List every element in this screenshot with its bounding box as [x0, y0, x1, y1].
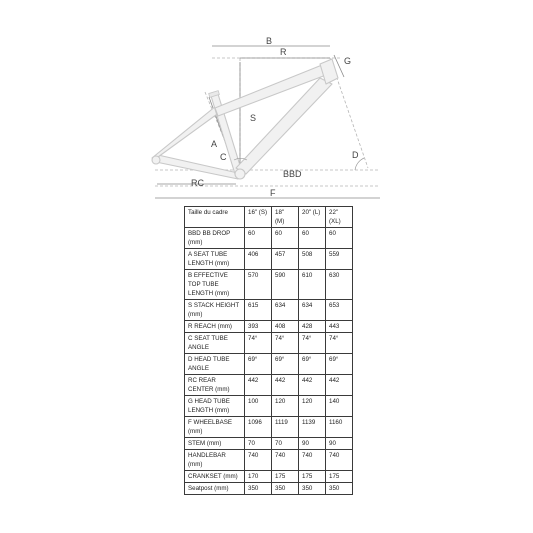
cell-value: 740 — [245, 450, 272, 471]
label-f: F — [270, 188, 276, 198]
cell-value: 120 — [272, 396, 299, 417]
table-header-row — [185, 207, 353, 228]
cell-value: 630 — [326, 270, 353, 300]
cell-value: 1160 — [326, 417, 353, 438]
table-row — [185, 417, 353, 438]
table-row — [185, 438, 353, 450]
cell-value: 70 — [272, 438, 299, 450]
table-row — [185, 228, 353, 249]
cell-value: 350 — [245, 483, 272, 495]
cell-value: 442 — [245, 375, 272, 396]
table-row — [185, 471, 353, 483]
cell-value: 610 — [299, 270, 326, 300]
row-label: CRANKSET (mm) — [185, 471, 245, 483]
cell-value: 120 — [299, 396, 326, 417]
cell-value: 406 — [245, 249, 272, 270]
cell-value: 393 — [245, 321, 272, 333]
table-row — [185, 450, 353, 471]
cell-value: 457 — [272, 249, 299, 270]
row-label: HANDLEBAR (mm) — [185, 450, 245, 471]
header-frame-size: Taille du cadre — [185, 207, 245, 228]
row-label: STEM (mm) — [185, 438, 245, 450]
down-tube — [236, 78, 332, 174]
cell-value: 508 — [299, 249, 326, 270]
label-r: R — [280, 47, 287, 57]
row-label: A SEAT TUBE LENGTH (mm) — [185, 249, 245, 270]
row-label: D HEAD TUBE ANGLE — [185, 354, 245, 375]
cell-value: 559 — [326, 249, 353, 270]
table-row — [185, 396, 353, 417]
header-size-m: 18" (M) — [272, 207, 299, 228]
label-a: A — [211, 139, 218, 149]
cell-value: 74° — [326, 333, 353, 354]
cell-value: 60 — [326, 228, 353, 249]
bottom-bracket — [235, 169, 245, 179]
cell-value: 60 — [299, 228, 326, 249]
row-label: RC REAR CENTER (mm) — [185, 375, 245, 396]
label-bbd: BBD — [283, 169, 302, 179]
cell-value: 69° — [326, 354, 353, 375]
cell-value: 428 — [299, 321, 326, 333]
label-c: C — [220, 152, 227, 162]
cell-value: 74° — [245, 333, 272, 354]
label-s: S — [250, 113, 257, 123]
row-label: Seatpost (mm) — [185, 483, 245, 495]
cell-value: 74° — [299, 333, 326, 354]
row-label: F WHEELBASE (mm) — [185, 417, 245, 438]
cell-value: 90 — [326, 438, 353, 450]
cell-value: 442 — [272, 375, 299, 396]
table-row — [185, 249, 353, 270]
row-label: R REACH (mm) — [185, 321, 245, 333]
label-rc: RC — [191, 178, 204, 188]
seatstay-tube — [152, 106, 220, 158]
cell-value: 634 — [299, 300, 326, 321]
row-label: BBD BB DROP (mm) — [185, 228, 245, 249]
label-b: B — [266, 36, 273, 46]
cell-value: 90 — [299, 438, 326, 450]
label-g: G — [344, 56, 352, 66]
table-row — [185, 483, 353, 495]
cell-value: 60 — [272, 228, 299, 249]
cell-value: 408 — [272, 321, 299, 333]
cell-value: 74° — [272, 333, 299, 354]
cell-value: 69° — [299, 354, 326, 375]
cell-value: 350 — [272, 483, 299, 495]
cell-value: 442 — [299, 375, 326, 396]
cell-value: 740 — [299, 450, 326, 471]
cell-value: 1119 — [272, 417, 299, 438]
header-size-s: 16" (S) — [245, 207, 272, 228]
cell-value: 69° — [272, 354, 299, 375]
frame-geometry-diagram — [0, 0, 533, 200]
cell-value: 175 — [326, 471, 353, 483]
cell-value: 615 — [245, 300, 272, 321]
cell-value: 175 — [272, 471, 299, 483]
row-label: S STACK HEIGHT (mm) — [185, 300, 245, 321]
row-label: B EFFECTIVE TOP TUBE LENGTH (mm) — [185, 270, 245, 300]
cell-value: 1139 — [299, 417, 326, 438]
geometry-table — [184, 206, 353, 495]
label-d: D — [352, 150, 359, 160]
table-row — [185, 375, 353, 396]
cell-value: 634 — [272, 300, 299, 321]
cell-value: 442 — [326, 375, 353, 396]
header-size-xl: 22" (XL) — [326, 207, 353, 228]
cell-value: 350 — [326, 483, 353, 495]
table-row — [185, 333, 353, 354]
header-size-l: 20" (L) — [299, 207, 326, 228]
cell-value: 350 — [299, 483, 326, 495]
row-label: C SEAT TUBE ANGLE — [185, 333, 245, 354]
rear-dropout — [152, 156, 160, 164]
table-row — [185, 354, 353, 375]
cell-value: 1096 — [245, 417, 272, 438]
cell-value: 170 — [245, 471, 272, 483]
table-row — [185, 300, 353, 321]
cell-value: 443 — [326, 321, 353, 333]
cell-value: 590 — [272, 270, 299, 300]
cell-value: 740 — [326, 450, 353, 471]
table-row — [185, 270, 353, 300]
cell-value: 100 — [245, 396, 272, 417]
cell-value: 653 — [326, 300, 353, 321]
table-row — [185, 321, 353, 333]
cell-value: 69° — [245, 354, 272, 375]
cell-value: 140 — [326, 396, 353, 417]
cell-value: 570 — [245, 270, 272, 300]
cell-value: 175 — [299, 471, 326, 483]
cell-value: 70 — [245, 438, 272, 450]
cell-value: 740 — [272, 450, 299, 471]
row-label: G HEAD TUBE LENGTH (mm) — [185, 396, 245, 417]
cell-value: 60 — [245, 228, 272, 249]
